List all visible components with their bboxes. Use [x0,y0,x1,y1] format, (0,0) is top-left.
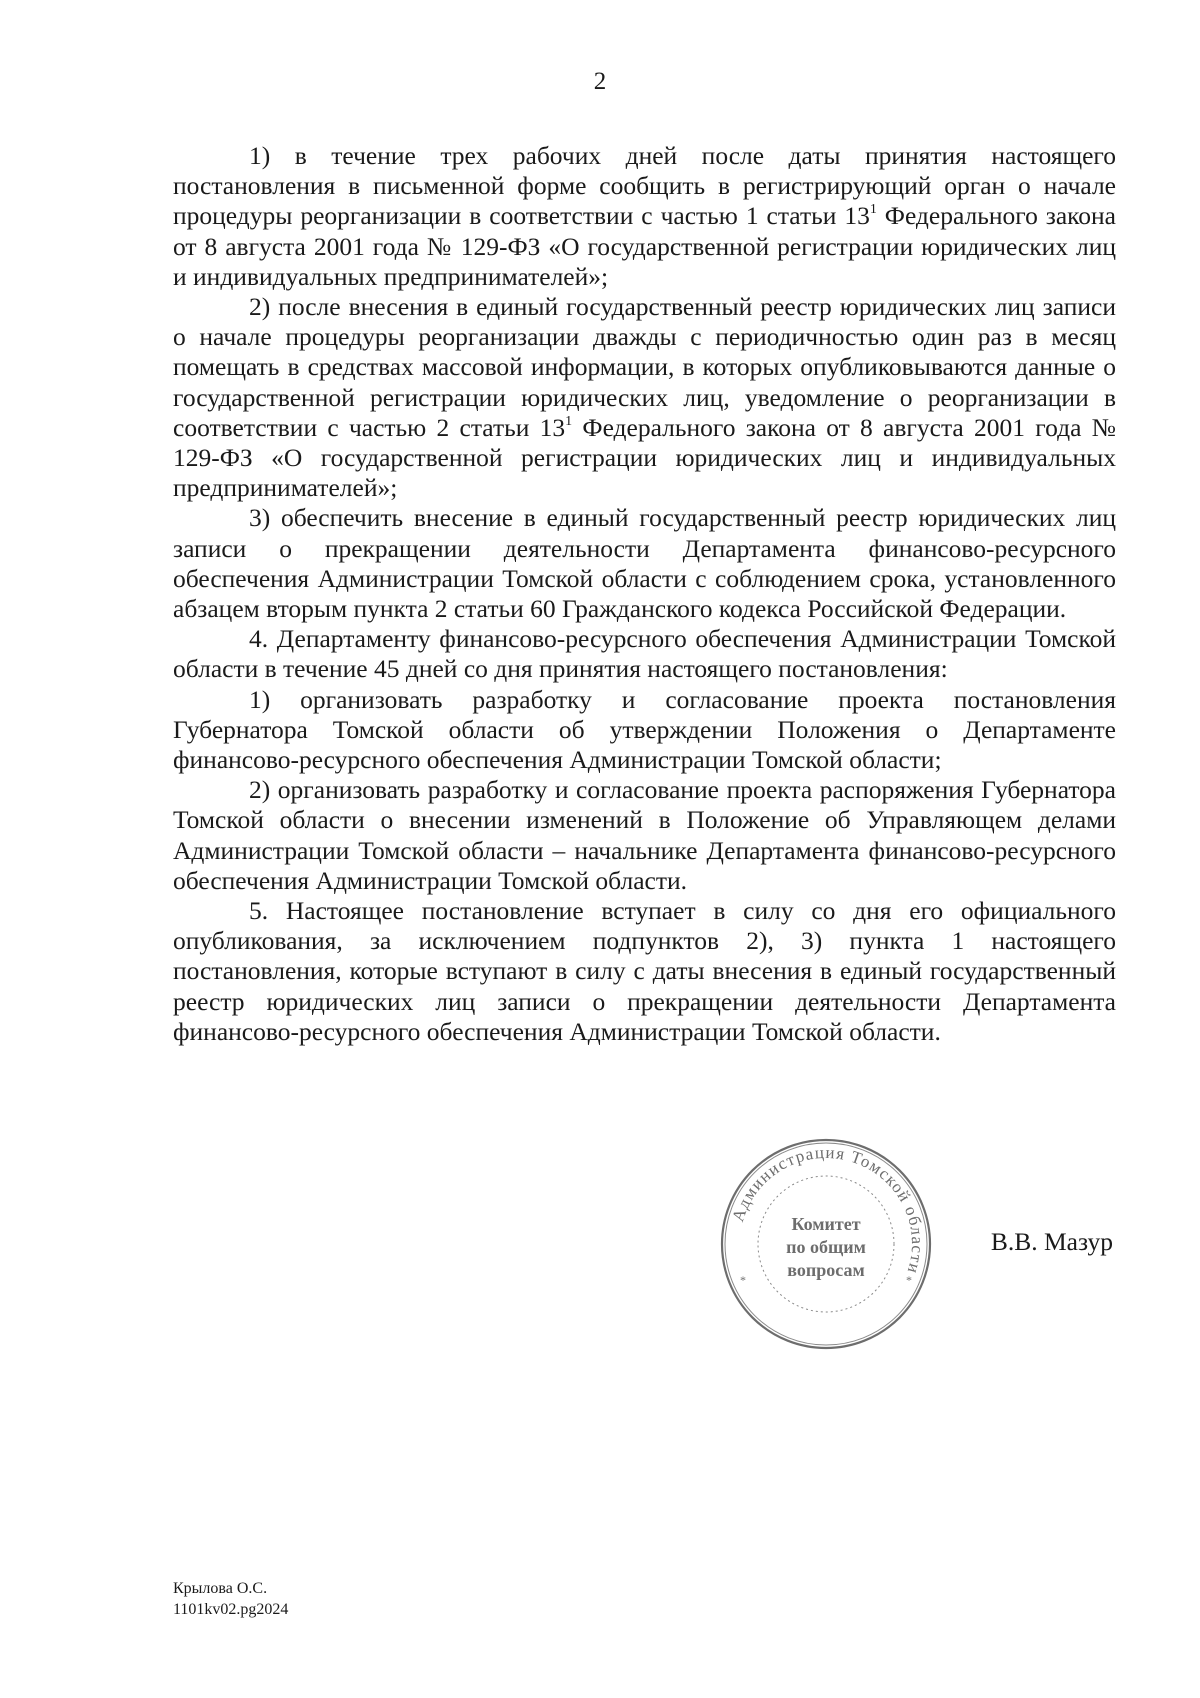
stamp-star-left: * [740,1273,746,1287]
executor-block [173,1578,288,1620]
paragraph-5: 5. Настоящее постановление вступает в силу со дня его официального опубликования, за исключением подпунктов 2), 3) пункта 1 настоящего постановления, которые вступают в силу с даты внесения в единый государственный реестр юридических лиц записи о прекращении деятельности Департамента финансово-ресурсного обеспечения Администрации Томской области. [173,896,1116,1046]
stamp-outer-text: Администрация Томской области [728,1142,928,1277]
paragraph-4-2: 2) организовать разработку и согласование проекта распоряжения Губернатора Томской области о внесении изменений в Положение об Управляющем делами Администрации Томской области – начальнике Департамента финансово-ресурсного обеспечения Администрации Томской области. [173,775,1116,895]
superscript: 1 [869,202,877,218]
stamp-star-right: * [906,1273,912,1287]
file-code: 1101kv02.pg2024 [173,1601,289,1618]
superscript: 1 [565,413,573,429]
stamp-inner-line-1: Комитет [791,1214,861,1234]
page-number: 2 [593,68,607,95]
official-stamp [716,1134,936,1354]
executor-name: Крылова О.С. [173,1580,268,1597]
paragraph-1-2: 2) после внесения в единый государственный реестр юридических лиц записи о начале процедуры реорганизации дважды с периодичностью один раз в месяц помещать в средствах массовой информации, в которых опубликовываются данные о государственной регистрации юридических лиц, уведомление о реорганизации в соответствии с частью 2 статьи $13^1$ Федерального закона от 8 августа 2001 года № 129-ФЗ «О государственной регистрации юридических лиц и индивидуальных предпринимателей»; [173,292,1116,503]
paragraph-4: 4. Департаменту финансово-ресурсного обеспечения Администрации Томской области в течение 45 дней со дня принятия настоящего постановления: [173,624,1116,684]
paragraph-1-3: 3) обеспечить внесение в единый государственный реестр юридических лиц записи о прекращении деятельности Департамента финансово-ресурсного обеспечения Администрации Томской области с соблюдением срока, установленного абзацем вторым пункта 2 статьи 60 Гражданского кодекса Российской Федерации. [173,503,1116,624]
stamp-inner-line-3: вопросам [787,1260,865,1280]
document-body [173,141,1116,1047]
stamp-inner-line-2: по общим [786,1237,866,1257]
signatory-name: В.В. Мазур [990,1227,1113,1256]
paragraph-4-1: 1) организовать разработку и согласование проекта постановления Губернатора Томской области об утверждении Положения о Департаменте финансово-ресурсного обеспечения Администрации Томской области; [173,684,1116,775]
paragraph-1-1: 1) в течение трех рабочих дней после даты принятия настоящего постановления в письменной форме сообщить в регистрирующий орган о начале процедуры реорганизации в соответствии с частью 1 статьи $13^1$ Федерального закона от 8 августа 2001 года № 129-ФЗ «О государственной регистрации юридических лиц и индивидуальных предпринимателей»; [173,141,1116,291]
